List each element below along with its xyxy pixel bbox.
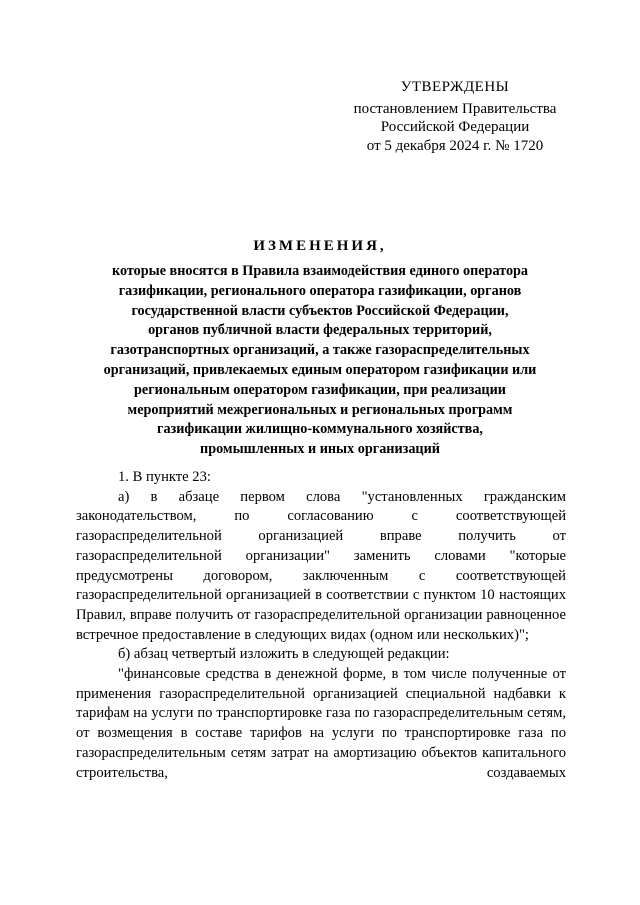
subtitle-line: организаций, привлекаемых единым оператором газификации или (103, 361, 537, 378)
approval-line: постановлением Правительства (353, 100, 557, 117)
subtitle-line: органов публичной власти федеральных территорий, (148, 322, 492, 339)
subtitle-line: промышленных и иных организаций (200, 441, 440, 458)
subtitle-line: государственной власти субъектов Российской Федерации, (131, 302, 509, 319)
document-title: ИЗМЕНЕНИЯ, (253, 238, 387, 254)
approval-heading: УТВЕРЖДЕНЫ (400, 79, 510, 95)
subtitle-line: региональным оператором газификации, при реализации (134, 381, 506, 398)
subtitle-line: газификации жилищно-коммунального хозяйства, (157, 421, 483, 438)
subtitle-line: мероприятий межрегиональных и региональных программ (127, 401, 513, 418)
paragraph-item-1: 1. В пункте 23: (118, 469, 211, 485)
document-body (76, 468, 566, 783)
approval-line: от 5 декабря 2024 г. № 1720 (366, 137, 544, 154)
document-subtitle (70, 262, 570, 460)
paragraph-item-a: а) в абзаце первом слова "установленных гражданским законодательством, по согласованию с соответствующей газораспределительной организацией вправе получить от газораспределительной организации" заменить словами "которые предусмотрены договором, заключенным с соответствующей газораспределительной организацией в соответствии с пунктом 10 настоящих Правил, вправе получить от газораспределительной организации равноценное встречное предоставление в следующих видах (одном или нескольких)"; (76, 488, 566, 643)
subtitle-line: газификации, регионального оператора газификации, органов (118, 282, 522, 299)
paragraph-item-b: б) абзац четвертый изложить в следующей редакции: (118, 646, 450, 663)
approval-block (330, 78, 580, 155)
subtitle-line: которые вносятся в Правила взаимодействия единого оператора (111, 263, 529, 279)
subtitle-line: газотранспортных организаций, а также газораспределительных (110, 342, 530, 359)
paragraph-quote: "финансовые средства в денежной форме, в том числе полученные от применения газораспределительной организацией специальной надбавки к тарифам на услуги по транспортировке газа по газораспределительным сетям, от возмещения в составе тарифов на услуги по транспортировке газа по газораспределительным сетям затрат на амортизацию объектов капитального строительства, создаваемых (76, 666, 566, 781)
approval-line: Российской Федерации (380, 119, 530, 135)
